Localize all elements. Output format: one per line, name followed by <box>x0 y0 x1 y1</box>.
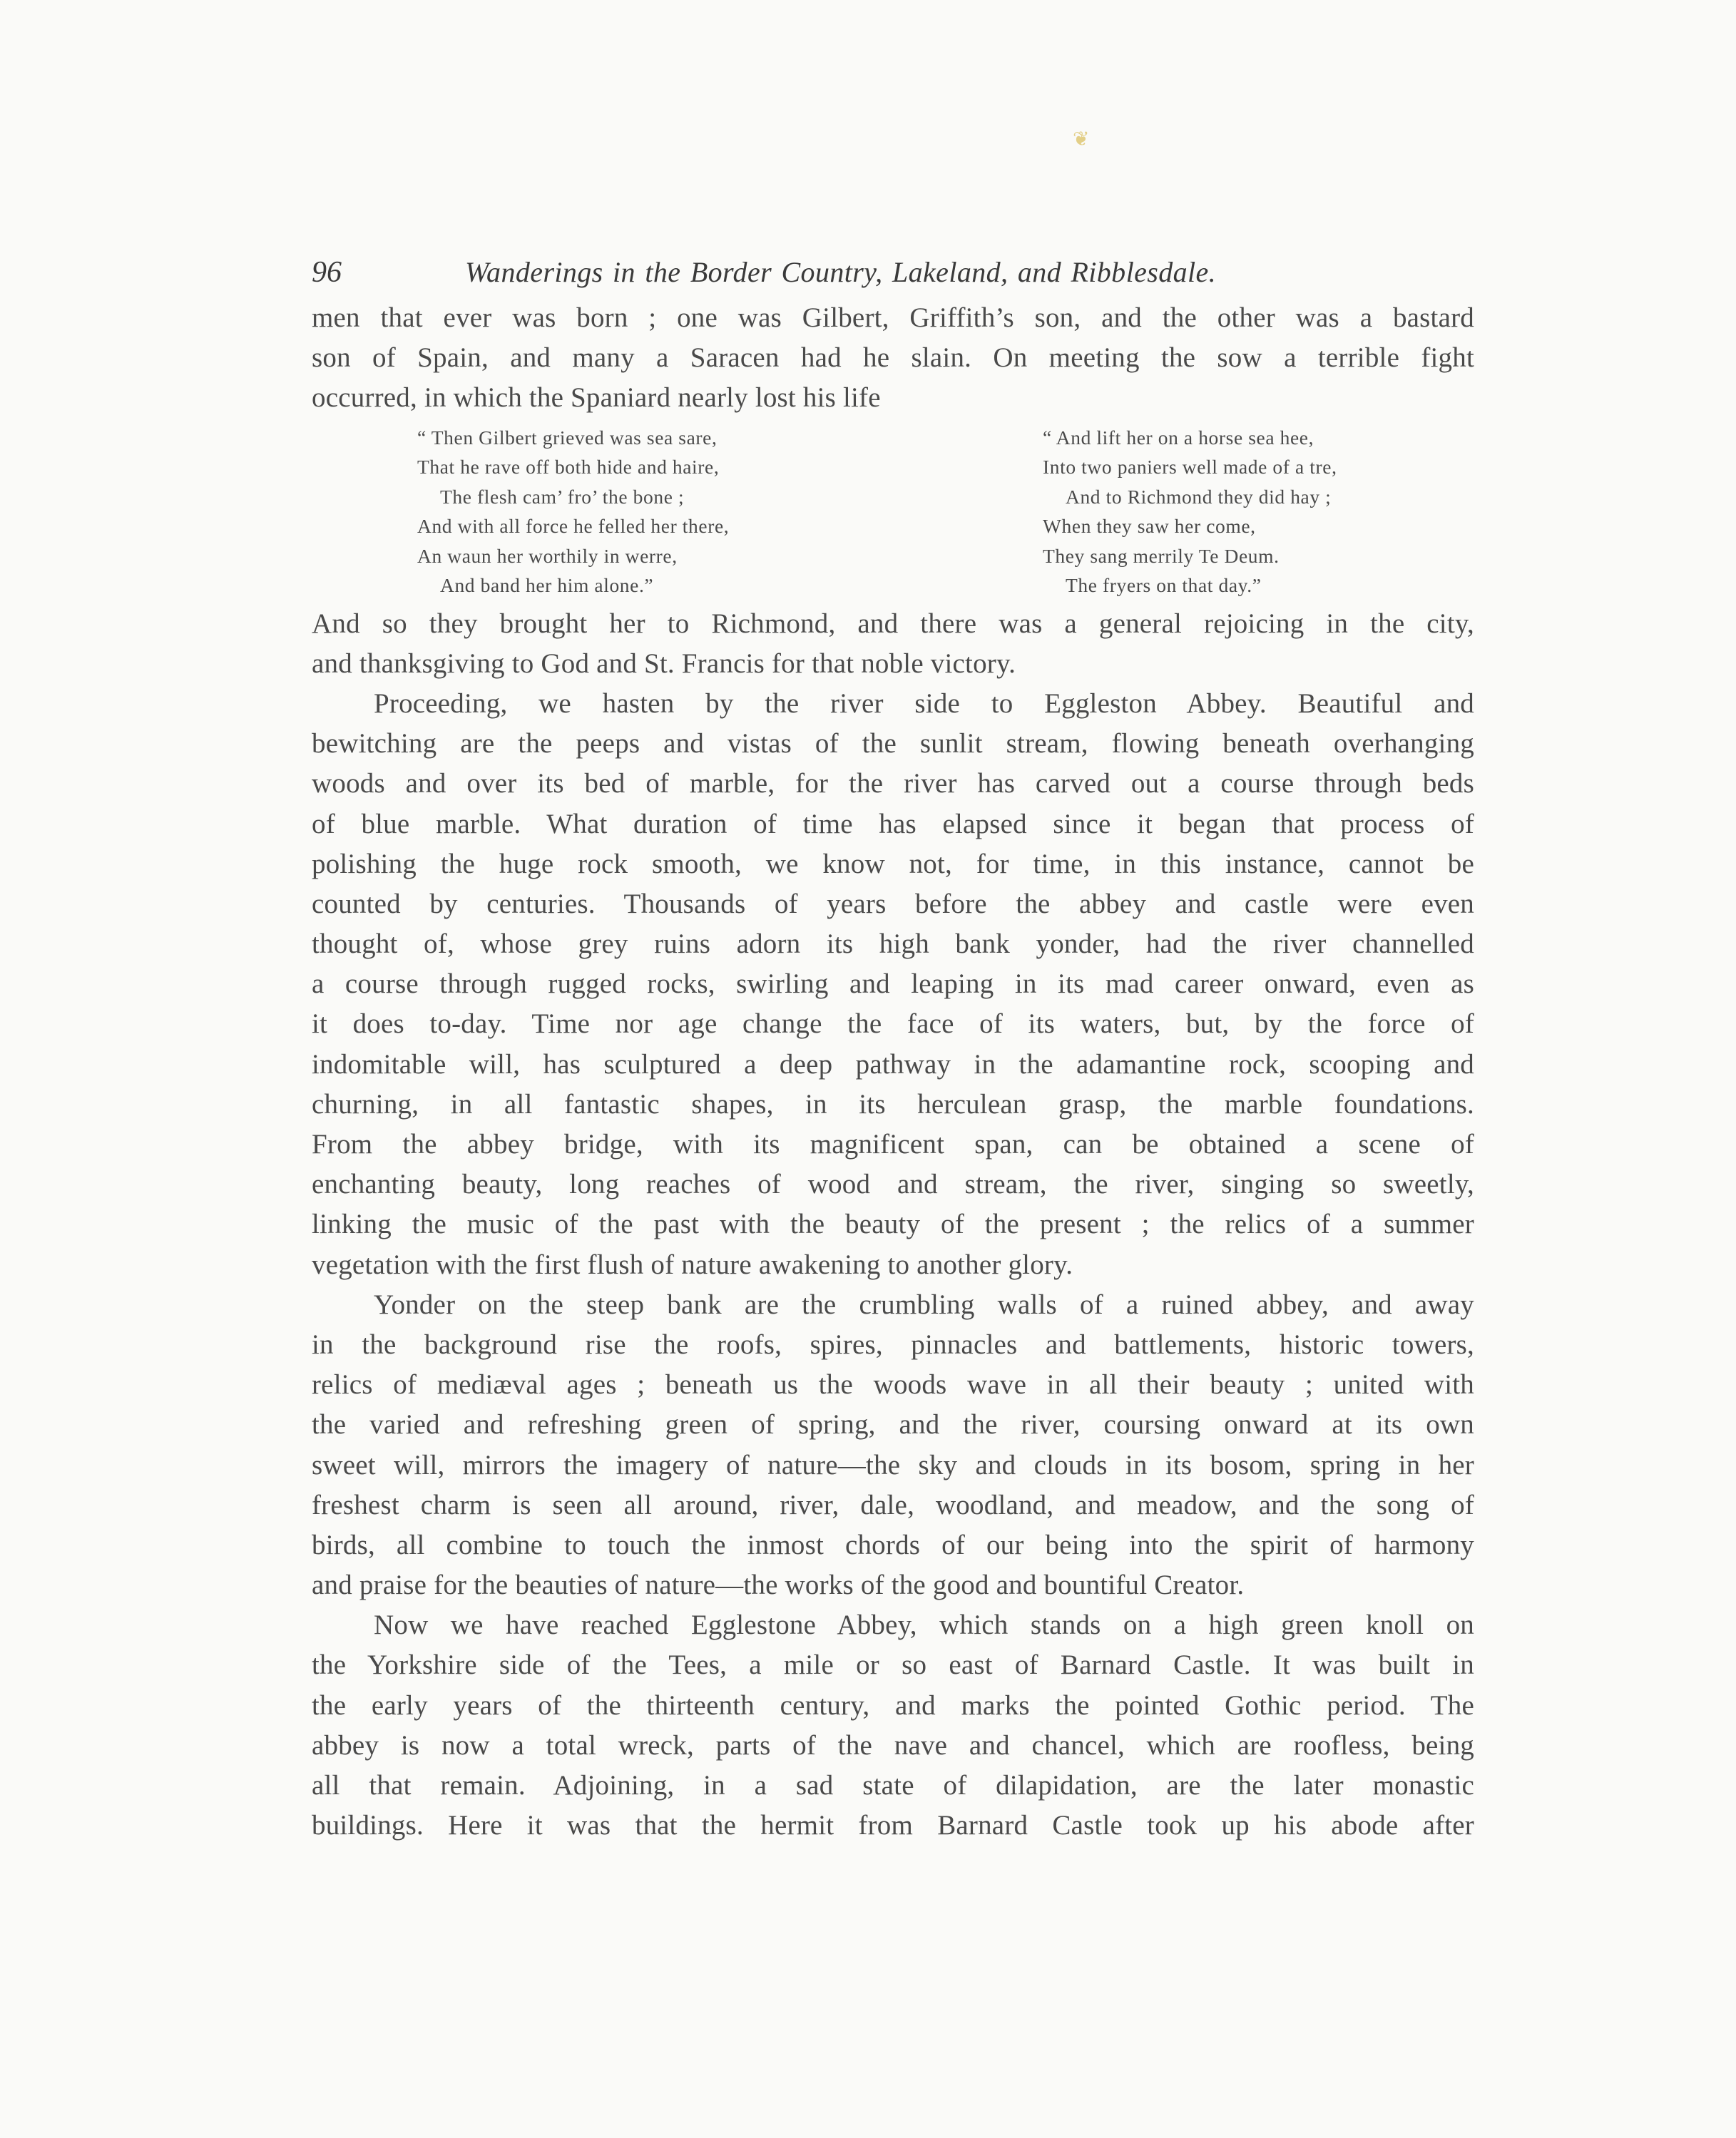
paragraph <box>312 684 1474 1285</box>
verse-quotation <box>312 423 1474 601</box>
page-number: 96 <box>312 256 342 289</box>
text-line: Proceeding, we hasten by the river side to Eggleston Abbey. Beautiful and <box>374 687 1474 719</box>
verse-stanza-right <box>1043 423 1337 600</box>
verse-line: “ Then Gilbert grieved was sea sare, <box>417 426 718 449</box>
paragraph <box>312 1605 1474 1846</box>
text-line: From the abbey bridge, with its magnificent span, can be obtained a scene of <box>312 1129 1474 1160</box>
body-text <box>312 298 1474 1846</box>
text-line: it does to-day. Time nor age change the face of its waters, but, by the force of <box>312 1008 1474 1040</box>
verse-line: That he rave off both hide and haire, <box>417 456 720 479</box>
verse-stanza-left <box>417 423 729 600</box>
paragraph <box>312 604 1474 684</box>
verse-line: And with all force he felled her there, <box>417 515 730 538</box>
verse-line: When they saw her come, <box>1043 515 1256 538</box>
intro-paragraph <box>312 298 1474 419</box>
text-line: the early years of the thirteenth century, and marks the pointed Gothic period. The <box>312 1689 1474 1721</box>
text-line: Yonder on the steep bank are the crumbling walls of a ruined abbey, and away <box>374 1289 1474 1320</box>
text-line: occurred, in which the Spaniard nearly lost his life <box>312 382 881 414</box>
text-line: churning, in all fantastic shapes, in its herculean grasp, the marble foundations. <box>312 1088 1474 1120</box>
text-line: vegetation with the first flush of nature awakening to another glory. <box>312 1249 1073 1280</box>
text-line: and praise for the beauties of nature—the works of the good and bountiful Creator. <box>312 1570 1245 1601</box>
text-line: a course through rugged rocks, swirling and leaping in its mad career onward, even as <box>312 968 1474 1000</box>
verse-line: Into two paniers well made of a tre, <box>1043 456 1337 479</box>
text-line: relics of mediæval ages ; beneath us the woods wave in all their beauty ; united with <box>312 1369 1474 1401</box>
text-line: in the background rise the roofs, spires, pinnacles and battlements, historic towers, <box>312 1329 1474 1360</box>
text-line: counted by centuries. Thousands of years before the abbey and castle were even <box>312 888 1474 919</box>
text-line: indomitable will, has sculptured a deep pathway in the adamantine rock, scooping and <box>312 1048 1474 1080</box>
text-line: buildings. Here it was that the hermit from Barnard Castle took up his abode after <box>312 1810 1474 1841</box>
verse-line: The fryers on that day.” <box>1066 574 1262 597</box>
paragraph <box>312 1285 1474 1606</box>
text-line: enchanting beauty, long reaches of wood and stream, the river, singing so sweetly, <box>312 1169 1474 1200</box>
verse-line: “ And lift her on a horse sea hee, <box>1043 426 1314 449</box>
text-line: son of Spain, and many a Saracen had he slain. On meeting the sow a terrible fight <box>312 342 1474 374</box>
text-line: Now we have reached Egglestone Abbey, which stands on a high green knoll on <box>374 1610 1474 1641</box>
running-head <box>312 242 1474 292</box>
text-line: abbey is now a total wreck, parts of the nave and chancel, which are roofless, being <box>312 1729 1474 1761</box>
text-line: sweet will, mirrors the imagery of nature—the sky and clouds in its bosom, spring in her <box>312 1449 1474 1480</box>
running-title: Wanderings in the Border Country, Lakeland, and Ribblesdale. <box>465 256 1217 288</box>
text-line: polishing the huge rock smooth, we know not, for time, in this instance, cannot be <box>312 848 1474 879</box>
text-line: freshest charm is seen all around, river, dale, woodland, and meadow, and the song of <box>312 1489 1474 1520</box>
verse-line: An waun her worthily in werre, <box>417 544 678 567</box>
text-line: bewitching are the peeps and vistas of the sunlit stream, flowing beneath overhanging <box>312 728 1474 759</box>
text-line: and thanksgiving to God and St. Francis for that noble victory. <box>312 648 1016 679</box>
text-line: birds, all combine to touch the inmost chords of our being into the spirit of harmony <box>312 1529 1474 1560</box>
text-line: the Yorkshire side of the Tees, a mile or so east of Barnard Castle. It was built in <box>312 1649 1474 1681</box>
text-line: linking the music of the past with the beauty of the present ; the relics of a summer <box>312 1209 1474 1240</box>
verse-line: And to Richmond they did hay ; <box>1066 485 1332 508</box>
text-line: thought of, whose grey ruins adorn its high bank yonder, had the river channelled <box>312 929 1474 960</box>
text-line: men that ever was born ; one was Gilbert, Griffith’s son, and the other was a bastard <box>312 302 1474 333</box>
verse-line: The flesh cam’ fro’ the bone ; <box>440 485 685 508</box>
verse-line: They sang merrily Te Deum. <box>1043 544 1280 567</box>
text-line: And so they brought her to Richmond, and there was a general rejoicing in the city, <box>312 608 1474 639</box>
book-page <box>312 242 1474 1846</box>
text-line: the varied and refreshing green of spring, and the river, coursing onward at its own <box>312 1409 1474 1441</box>
text-line: woods and over its bed of marble, for the river has carved out a course through beds <box>312 768 1474 799</box>
text-line: all that remain. Adjoining, in a sad state of dilapidation, are the later monastic <box>312 1770 1474 1801</box>
verse-line: And band her him alone.” <box>440 574 654 597</box>
ornament-icon: ❦ <box>1073 128 1090 150</box>
text-line: of blue marble. What duration of time has elapsed since it began that process of <box>312 808 1474 839</box>
